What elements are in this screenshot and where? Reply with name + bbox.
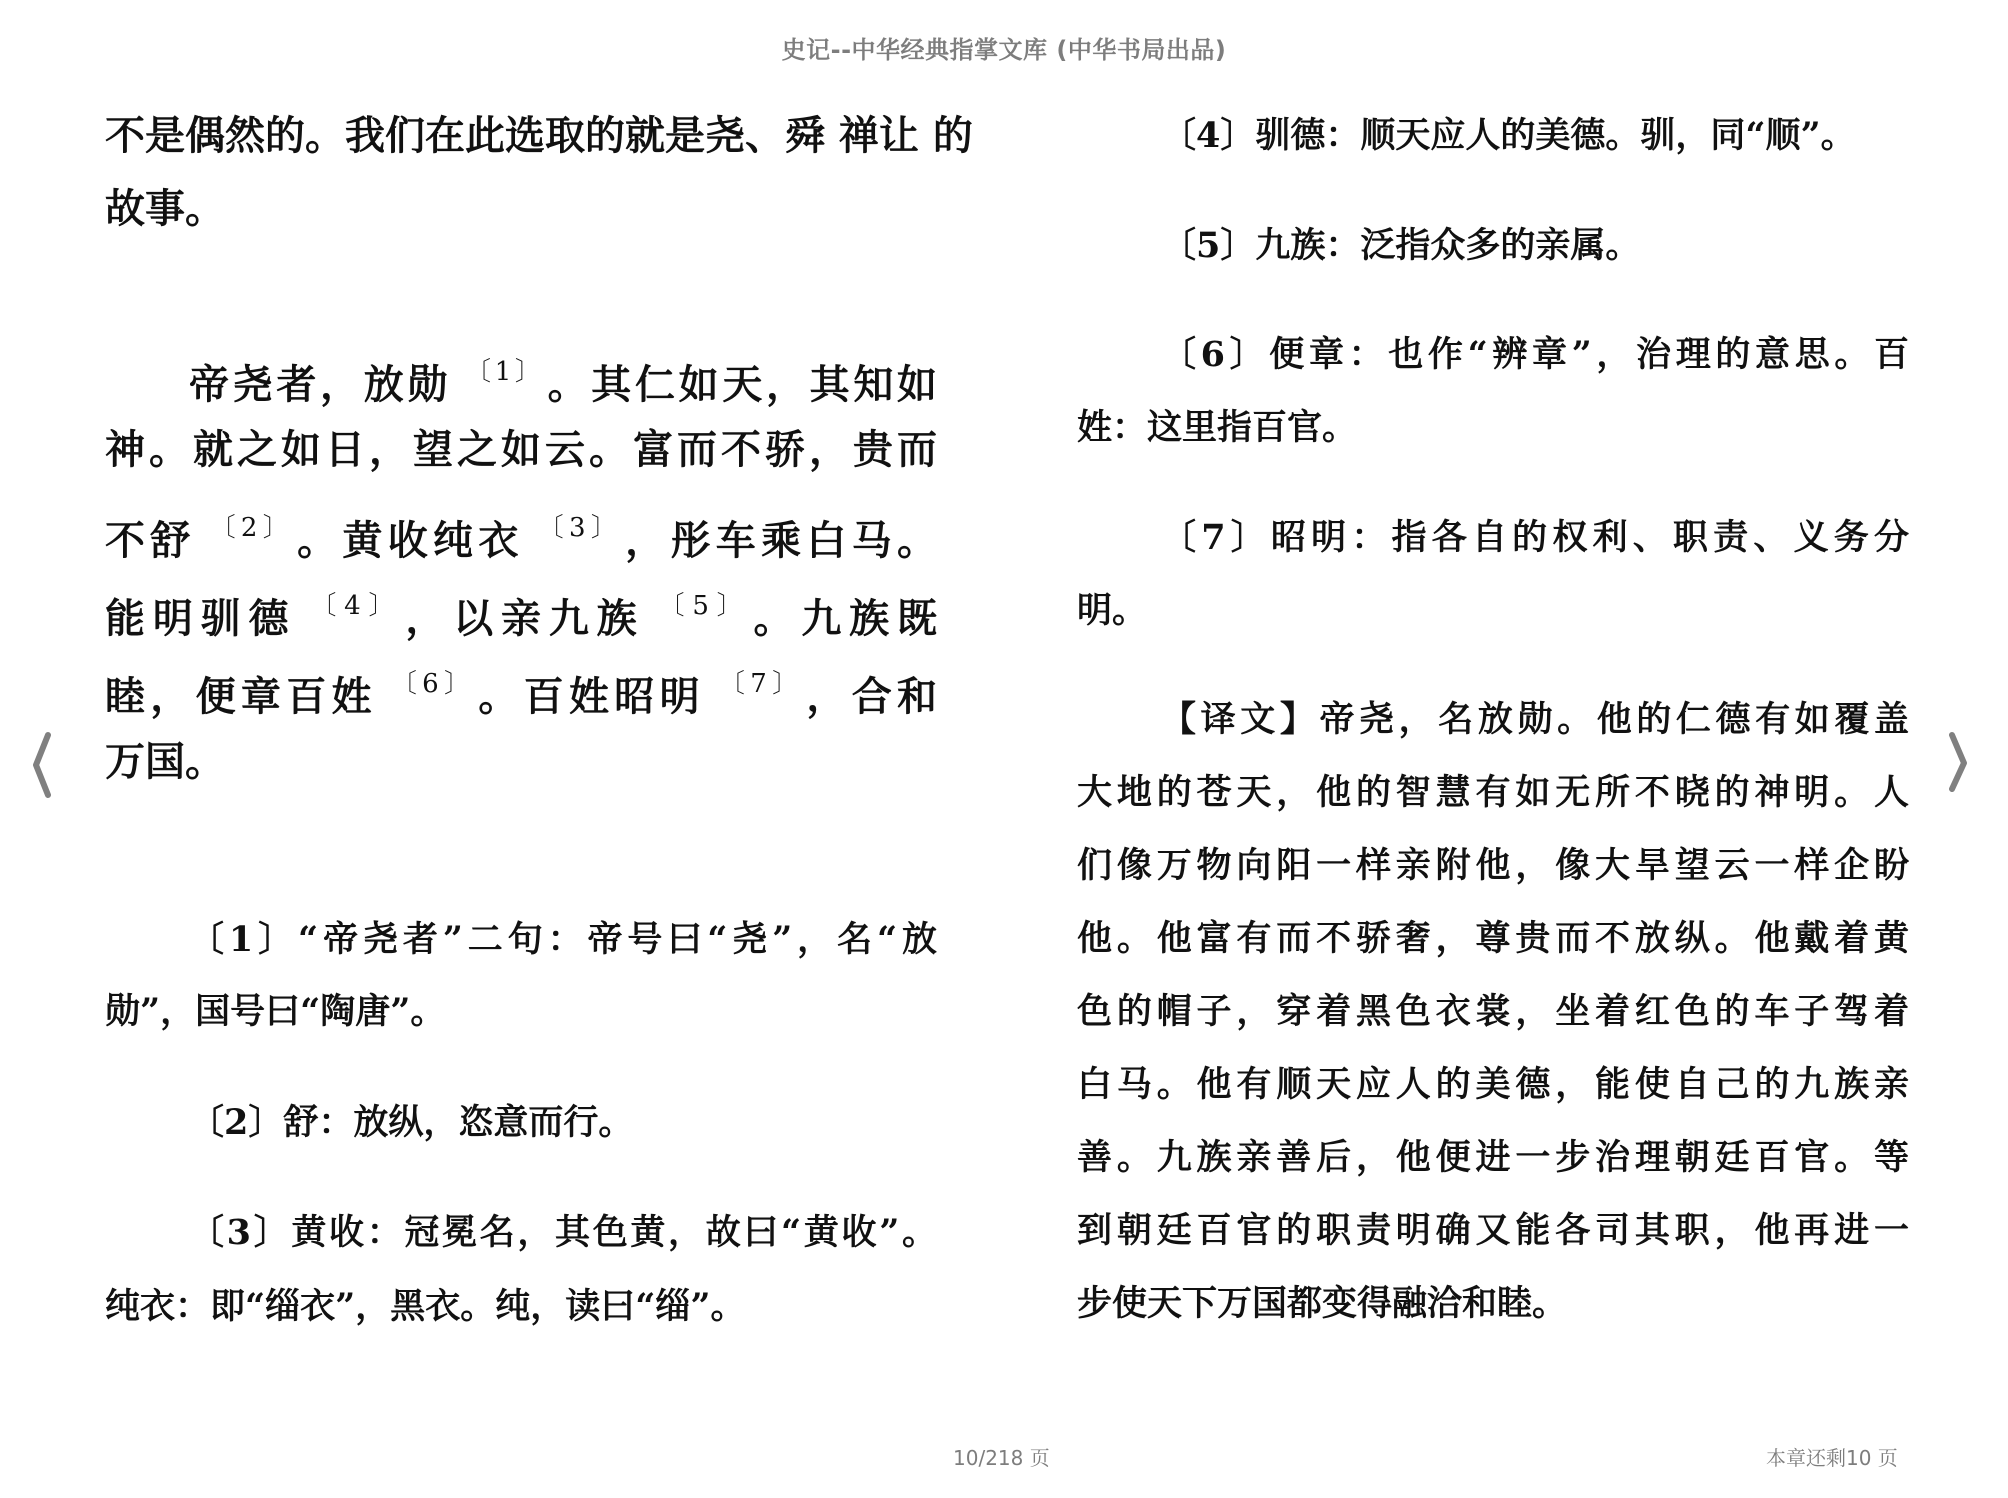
text-segment: 帝尧者，放勋 (189, 361, 452, 408)
chapter-remaining: 本章还剩10 页 (1766, 1446, 1898, 1470)
footnote-7-cont: 明。 (1077, 590, 1148, 631)
text-segment: ，合和 (806, 673, 938, 720)
translation-line: 大地的苍天，他的智慧有如无所不晓的神明。人 (1077, 772, 1909, 813)
footnote-4: 〔4〕驯德：顺天应人的美德。驯，同“顺”。 (1161, 115, 1856, 156)
page-indicator: 10/218 页 (953, 1446, 1050, 1470)
next-page-button[interactable] (1940, 725, 1980, 805)
text-segment: ，彤车乘白马。 (625, 517, 938, 564)
text-segment: 。九族既 (753, 595, 937, 642)
main-text-line (105, 660, 937, 721)
footnote-ref-4[interactable]: 〔4〕 (310, 591, 390, 621)
text-segment: 能明驯德 (105, 595, 297, 642)
translation-line: 【译文】帝尧，名放勋。他的仁德有如覆盖 (1161, 699, 1909, 740)
footnote-ref-3[interactable]: 〔3〕 (537, 513, 610, 543)
text-segment: ，以亲九族 (405, 595, 645, 642)
footnote-2: 〔2〕舒：放纵，恣意而行。 (189, 1102, 634, 1143)
footnote-1: 〔1〕“帝尧者”二句：帝号曰“尧”，名“放 (189, 919, 937, 960)
main-text-line: 万国。 (105, 738, 225, 785)
text-segment: 不舒 (105, 517, 196, 564)
footnote-6: 〔6〕便章：也作“辨章”，治理的意思。百 (1161, 334, 1909, 375)
intro-line: 故事。 (105, 185, 225, 232)
book-title: 史记--中华经典指掌文库 (中华书局出品) (781, 36, 1227, 64)
footnote-ref-5[interactable]: 〔5〕 (658, 591, 738, 621)
main-text-line (105, 348, 937, 409)
footnote-5: 〔5〕九族：泛指众多的亲属。 (1161, 225, 1641, 266)
translation-line: 步使天下万国都变得融洽和睦。 (1077, 1283, 1568, 1324)
footnote-ref-1[interactable]: 〔1〕 (465, 357, 532, 387)
text-segment: 。百姓昭明 (478, 673, 705, 720)
translation-line: 他。他富有而不骄奢，尊贵而不放纵。他戴着黄 (1077, 918, 1909, 959)
translation-line: 色的帽子，穿着黑色衣裳，坐着红色的车子驾着 (1077, 991, 1909, 1032)
main-text-line: 神。就之如日，望之如云。富而不骄，贵而 (105, 426, 937, 473)
footnote-3: 〔3〕黄收：冠冕名，其色黄，故曰“黄收”。 (189, 1212, 937, 1253)
main-text-line (105, 582, 937, 643)
intro-line: 不是偶然的。我们在此选取的就是尧、舜 禅让 的 (105, 112, 973, 159)
main-text-line (105, 504, 937, 565)
footnote-ref-6[interactable]: 〔6〕 (390, 669, 463, 699)
chevron-left-icon (24, 725, 64, 805)
footnote-6-cont: 姓：这里指百官。 (1077, 407, 1358, 448)
footnote-1-cont: 勋”，国号曰“陶唐”。 (105, 991, 446, 1032)
previous-page-button[interactable] (24, 725, 64, 805)
translation-line: 到朝廷百官的职责明确又能各司其职，他再进一 (1077, 1210, 1909, 1251)
footnote-ref-2[interactable]: 〔2〕 (209, 513, 282, 543)
text-segment: 。黄收纯衣 (297, 517, 524, 564)
footnote-7: 〔7〕昭明：指各自的权利、职责、义务分 (1161, 517, 1909, 558)
footnote-ref-7[interactable]: 〔7〕 (718, 669, 791, 699)
text-segment: 。其仁如天，其知如 (547, 361, 938, 408)
chevron-right-icon (1940, 725, 1980, 805)
translation-line: 们像万物向阳一样亲附他，像大旱望云一样企盼 (1077, 845, 1909, 886)
text-segment: 睦，便章百姓 (105, 673, 377, 720)
translation-line: 白马。他有顺天应人的美德，能使自己的九族亲 (1077, 1064, 1909, 1105)
footnote-3-cont: 纯衣：即“缁衣”，黑衣。纯，读曰“缁”。 (105, 1286, 746, 1327)
translation-line: 善。九族亲善后，他便进一步治理朝廷百官。等 (1077, 1137, 1909, 1178)
